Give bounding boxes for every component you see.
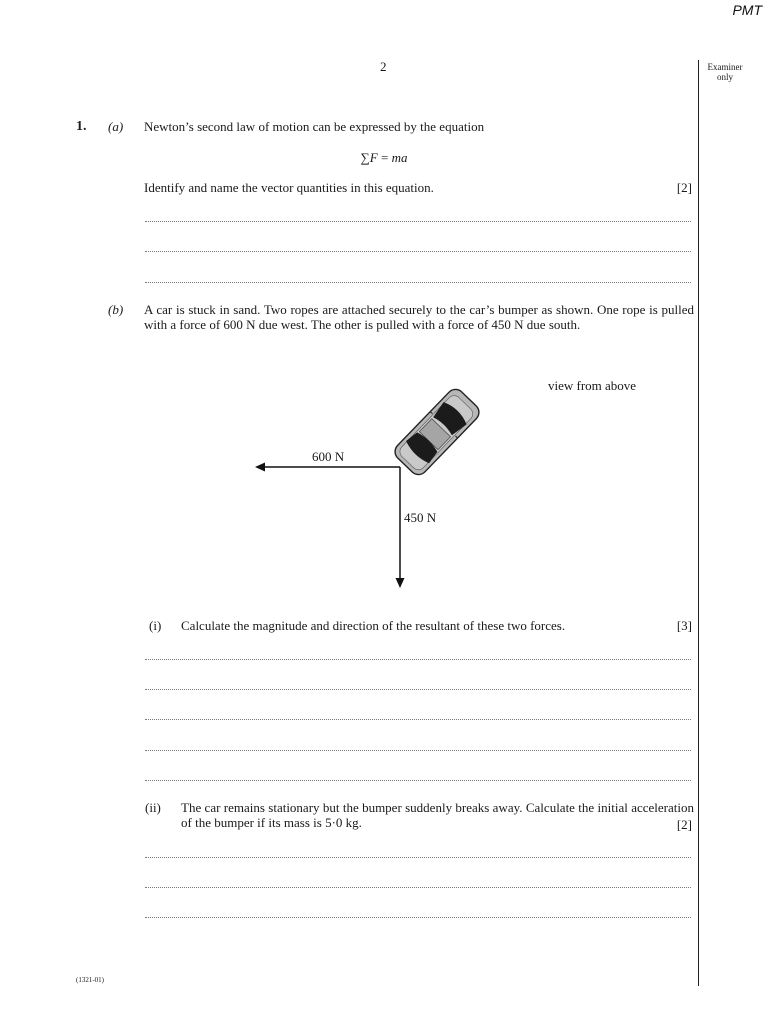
view-from-above-label: view from above (548, 378, 637, 393)
force-south-arrowhead (396, 578, 405, 588)
part-b-ii-marks: [2] (676, 817, 692, 832)
answer-line-a-1[interactable] (145, 221, 691, 222)
force-south-label: 450 N (404, 510, 437, 525)
eq-force: F (369, 150, 378, 165)
force-west-arrowhead (255, 463, 265, 472)
eq-equals: = (377, 150, 392, 165)
answer-line-bi-5[interactable] (145, 780, 691, 781)
answer-line-bii-3[interactable] (145, 917, 691, 918)
part-b-text: A car is stuck in sand. Two ropes are attached securely to the car’s bumper as shown. One rope is pulled with a force of 600 N due west. The other is pulled with a force of 450 N due south. (144, 302, 694, 332)
answer-line-bi-3[interactable] (145, 719, 691, 720)
part-b-i-label: (i) (149, 618, 162, 633)
examiner-line-1: Examiner (707, 62, 743, 72)
examiner-margin-line (698, 60, 699, 986)
part-a-label: (a) (108, 119, 124, 134)
force-west-label: 600 N (312, 449, 345, 464)
newton-equation (0, 150, 768, 166)
question-number: 1. (76, 119, 87, 134)
car-illustration (391, 386, 482, 479)
part-b-ii-label: (ii) (145, 800, 161, 815)
paper-code: (1321-01) (76, 976, 104, 984)
answer-line-bi-4[interactable] (145, 750, 691, 751)
part-b-ii-text: The car remains stationary but the bumper suddenly breaks away. Calculate the initial acceleration of the bumper if its mass is 5·0 kg. (181, 800, 694, 830)
answer-line-a-3[interactable] (145, 282, 691, 283)
examiner-only-label (700, 62, 750, 82)
force-diagram (0, 360, 698, 600)
part-a-intro: Newton’s second law of motion can be expressed by the equation (144, 119, 485, 134)
part-b-i-marks: [3] (676, 618, 692, 633)
answer-line-bii-2[interactable] (145, 887, 691, 888)
part-a-prompt: Identify and name the vector quantities in this equation. (144, 180, 434, 195)
answer-line-a-2[interactable] (145, 251, 691, 252)
answer-line-bii-1[interactable] (145, 857, 691, 858)
answer-line-bi-2[interactable] (145, 689, 691, 690)
page-number: 2 (380, 59, 387, 74)
part-a-marks: [2] (676, 180, 692, 195)
part-b-i-text: Calculate the magnitude and direction of the resultant of these two forces. (181, 618, 566, 633)
sigma-symbol: ∑ (360, 150, 370, 165)
eq-ma: ma (391, 150, 408, 165)
examiner-line-2: only (716, 72, 733, 82)
part-b-label: (b) (108, 302, 124, 317)
answer-line-bi-1[interactable] (145, 659, 691, 660)
pmt-label: PMT (732, 2, 762, 18)
